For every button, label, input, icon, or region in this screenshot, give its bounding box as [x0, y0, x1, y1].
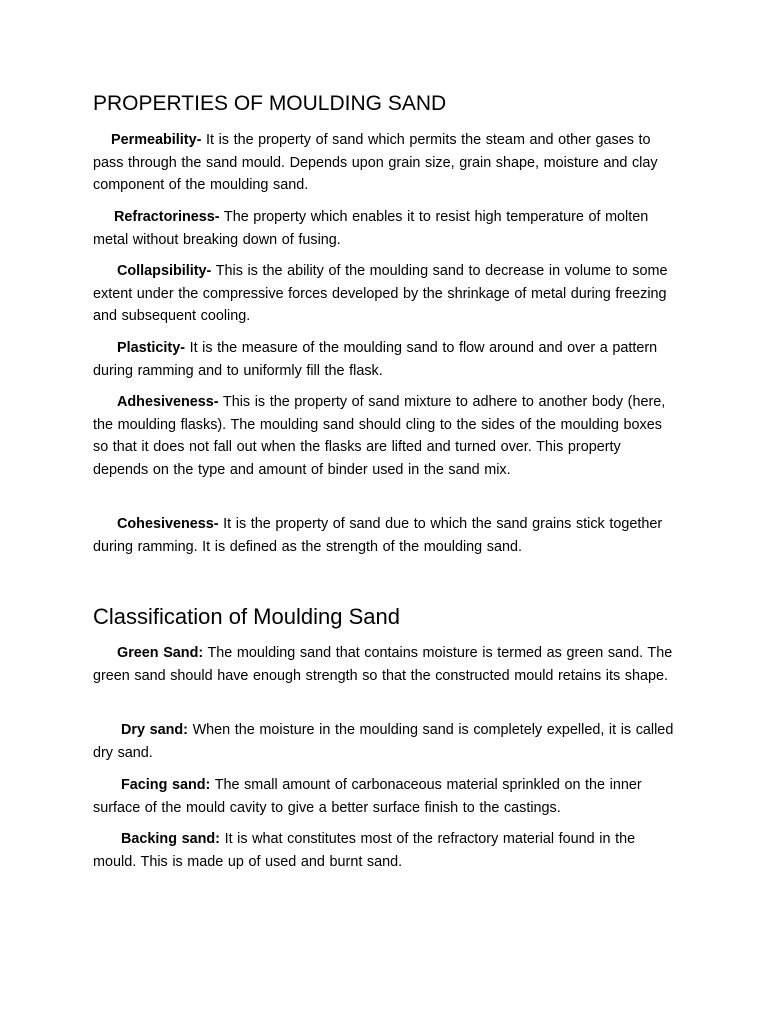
classification-text: When the moisture in the moulding sand is completely expelled, it is called dry sand. — [93, 722, 674, 761]
classification-text: It is what constitutes most of the refractory material found in the mould. This is made up of used and burnt sand. — [93, 831, 636, 870]
classification-backing-sand — [93, 828, 678, 873]
property-text: The property which enables it to resist high temperature of molten metal without breaking down of fusing. — [93, 209, 649, 248]
property-term: Adhesiveness- — [117, 394, 219, 410]
classification-text: The moulding sand that contains moisture is termed as green sand. The green sand should have enough strength so that the constructed mould retains its shape. — [93, 645, 673, 684]
property-text: It is the measure of the moulding sand to flow around and over a pattern during ramming and to uniformly fill the flask. — [93, 340, 658, 379]
property-term: Refractoriness- — [114, 209, 220, 225]
property-term: Permeability- — [111, 132, 202, 148]
classification-term: Backing sand: — [121, 831, 220, 847]
classification-green-sand — [93, 642, 678, 687]
property-permeability — [93, 129, 678, 197]
property-collapsibility — [93, 260, 678, 328]
property-text: It is the property of sand which permits the steam and other gases to pass through the sand mould. Depends upon grain size, grain shape, moisture and clay component of the moulding sand. — [93, 132, 658, 194]
properties-heading: PROPERTIES OF MOULDING SAND — [93, 92, 447, 115]
classification-term: Dry sand: — [121, 722, 188, 738]
property-plasticity — [93, 337, 678, 382]
classification-dry-sand — [93, 719, 678, 764]
property-term: Collapsibility- — [117, 263, 212, 279]
classification-facing-sand — [93, 774, 678, 819]
classification-text: The small amount of carbonaceous material sprinkled on the inner surface of the mould cavity to give a better surface finish to the castings. — [93, 777, 642, 816]
classification-term: Green Sand: — [117, 645, 204, 661]
property-text: It is the property of sand due to which the sand grains stick together during ramming. It is defined as the strength of the moulding sand. — [93, 516, 663, 555]
property-refractoriness — [93, 206, 678, 251]
classification-term: Facing sand: — [121, 777, 211, 793]
property-adhesiveness — [93, 391, 678, 481]
property-term: Cohesiveness- — [117, 516, 219, 532]
property-text: This is the ability of the moulding sand to decrease in volume to some extent under the compressive forces developed by the shrinkage of metal during freezing and subsequent cooling. — [93, 263, 668, 325]
property-term: Plasticity- — [117, 340, 185, 356]
property-text: This is the property of sand mixture to adhere to another body (here, the moulding flasks). The moulding sand should cling to the sides of the moulding boxes so that it does not fall out when the flasks are lifted and turned over. This property depends on the type and amount of binder used in the sand mix. — [93, 394, 666, 478]
classification-heading: Classification of Moulding Sand — [93, 604, 400, 629]
property-cohesiveness — [93, 513, 678, 558]
